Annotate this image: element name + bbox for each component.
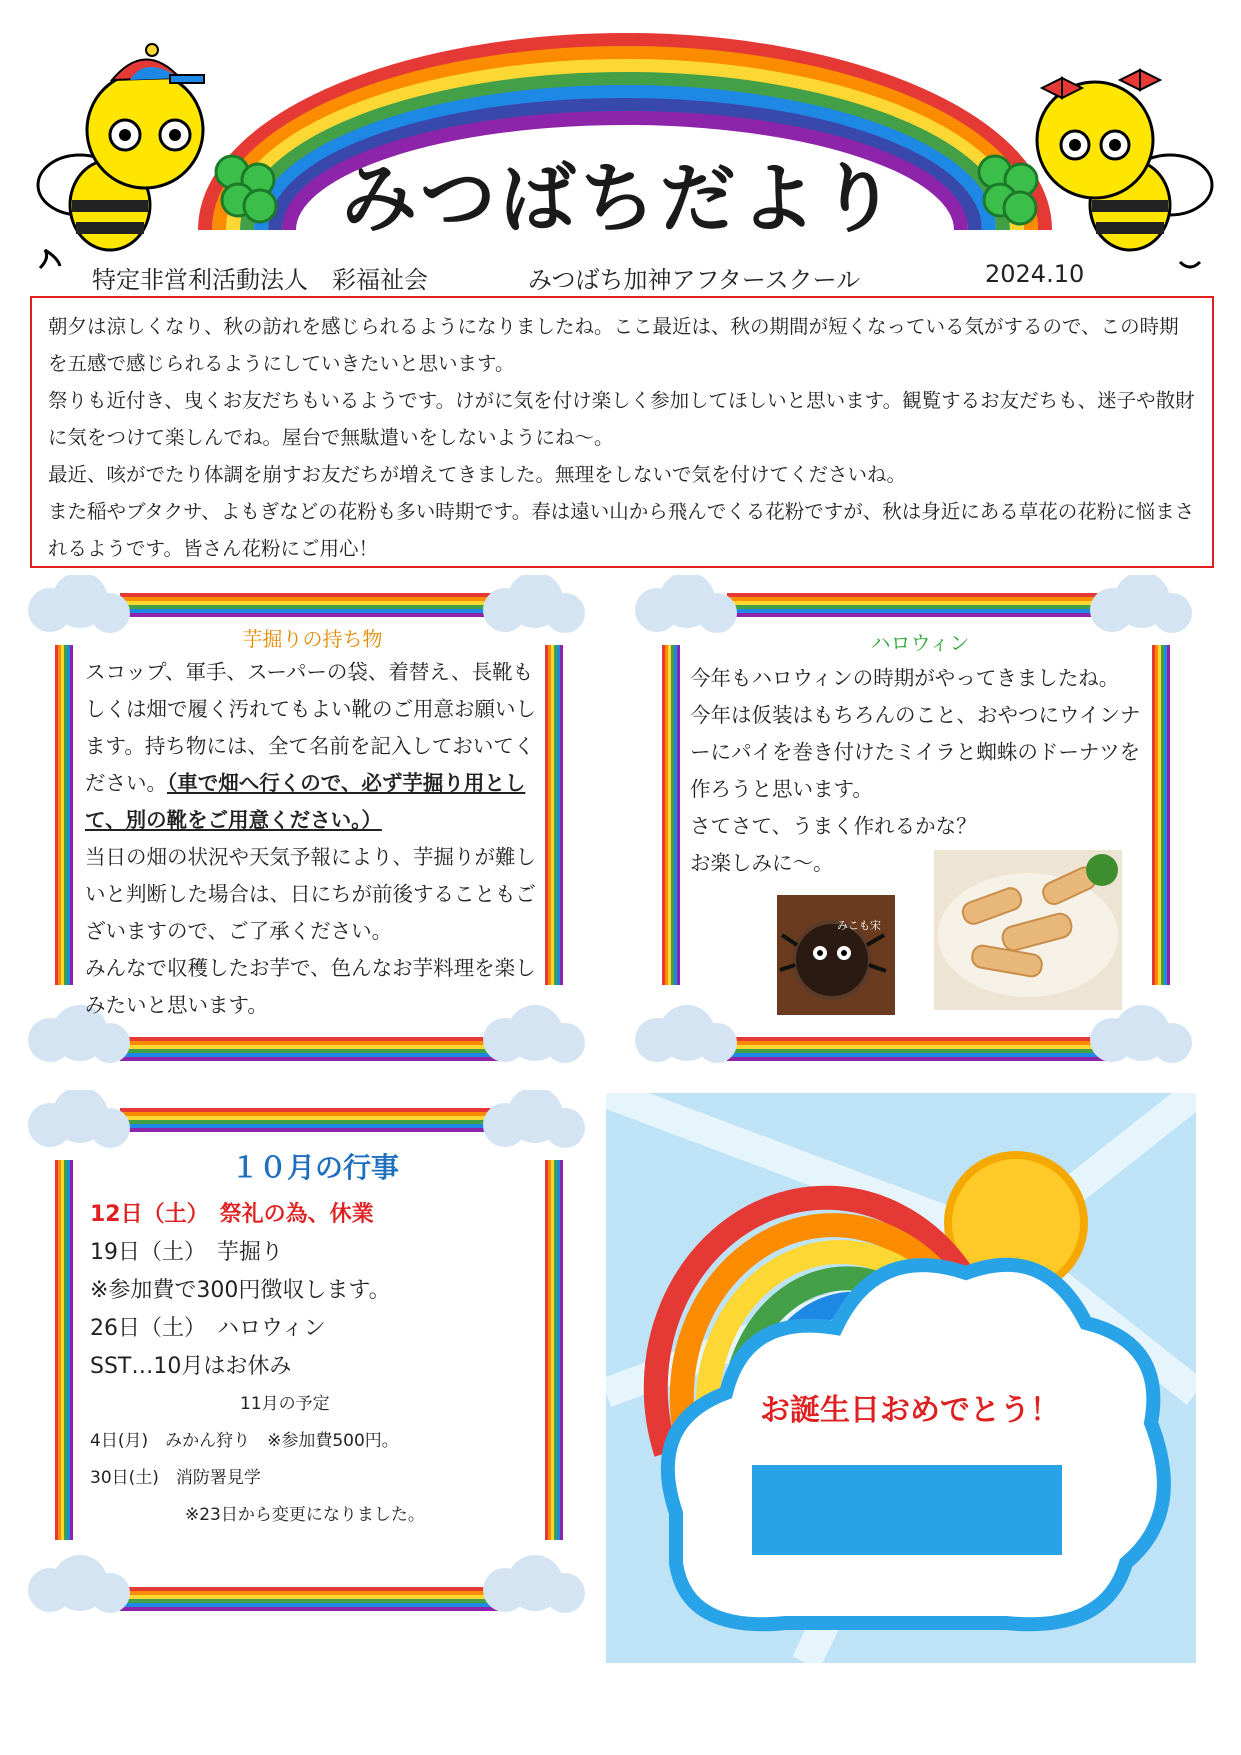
halloween-line: さてさて、うまく作れるかな？	[690, 814, 977, 838]
imohori-box	[25, 575, 590, 1075]
november-title: 11月の予定	[240, 1394, 330, 1414]
event-item: 26日（土） ハロウィン	[90, 1316, 326, 1341]
greeting-paragraph: また稲やブタクサ、よもぎなどの花粉も多い時期です。春は遠い山から飛んでくる花粉ですが、秋は身近にある草花の花粉に悩まされるようです。皆さん花粉にご用心！	[48, 500, 1195, 560]
rainbow-bar-top	[120, 593, 505, 617]
greeting-box	[30, 296, 1214, 568]
halloween-line: 今年もハロウィンの時期がやってきましたね。	[690, 666, 1120, 690]
november-item: ※23日から変更になりました。	[185, 1505, 425, 1525]
event-item: ※参加費で300円徴収します。	[90, 1278, 391, 1303]
org-name: 特定非営利活動法人 彩福祉会	[92, 266, 428, 294]
greeting-paragraph: 祭りも近付き、曳くお友だちもいるようです。けがに気を付け楽しく参加してほしいと思います。観覧するお友だちも、迷子や散財に気をつけて楽しんでね。屋台で無駄遣いをしないようにね〜。	[48, 389, 1195, 449]
spider-donut-photo	[777, 895, 895, 1015]
halloween-box	[632, 575, 1197, 1075]
imohori-text: スコップ、軍手、スーパーの袋、着替え、長靴もしくは畑で履く汚れてもよい靴のご用意お願いします。持ち物には、全て名前を記入しておいてください。	[85, 660, 536, 795]
imohori-text: みんなで収穫したお芋で、色んなお芋料理を楽しみたいと思います。	[85, 956, 536, 1017]
rainbow-bar-left	[662, 645, 680, 985]
rainbow-bar-bottom	[727, 1037, 1112, 1061]
rainbow-bar-top	[727, 593, 1112, 617]
rainbow-bar-right	[1152, 645, 1170, 985]
imohori-emphasis: （車で畑へ行くので、必ず芋掘り用として、別の靴をご用意ください。）	[85, 771, 526, 832]
halloween-title: ハロウィン	[870, 631, 970, 655]
imohori-text: 当日の畑の状況や天気予報により、芋掘りが難しいと判断した場合は、日にちが前後することもございますので、ご了承ください。	[85, 845, 536, 943]
event-item: 12日（土） 祭礼の為、休業	[90, 1202, 374, 1227]
issue-date: 2024.10	[985, 260, 1085, 288]
rainbow-bar-bottom	[120, 1037, 505, 1061]
halloween-line: お楽しみに〜。	[690, 851, 834, 875]
rainbow-bar-top	[120, 1108, 505, 1132]
rainbow-bar-left	[55, 1160, 73, 1540]
rainbow-bar-left	[55, 645, 73, 985]
rainbow-bar-right	[545, 645, 563, 985]
birthday-name-placeholder	[752, 1465, 1062, 1555]
events-box	[25, 1090, 590, 1625]
halloween-line: 今年は仮装はもちろんのこと、おやつにウインナーにパイを巻き付けたミイラと蜘蛛のドーナツを作ろうと思います。	[690, 703, 1141, 801]
school-name: みつばち加神アフタースクール	[528, 266, 861, 294]
newsletter-title: みつばちだより	[341, 154, 900, 243]
events-title: １０月の行事	[230, 1151, 399, 1184]
rainbow-bar-bottom	[120, 1587, 505, 1611]
event-item: SST…10月はお休み	[90, 1354, 292, 1379]
birthday-message: お誕生日おめでとう！	[760, 1393, 1060, 1428]
greeting-paragraph: 最近、咳がでたり体調を崩すお友だちが増えてきました。無理をしないで気を付けてくださいね。	[48, 463, 907, 486]
donut-label: みこも宋	[837, 919, 881, 932]
imohori-title: 芋掘りの持ち物	[242, 627, 383, 651]
event-item: 19日（土） 芋掘り	[90, 1240, 283, 1265]
greeting-paragraph: 朝夕は涼しくなり、秋の訪れを感じられるようになりましたね。ここ最近は、秋の期間が短くなっている気がするので、この時期を五感で感じられるようにしていきたいと思います。	[48, 315, 1179, 375]
birthday-illustration	[606, 1093, 1196, 1663]
november-item: 4日(月) みかん狩り ※参加費500円。	[90, 1431, 399, 1451]
rainbow-bar-right	[545, 1160, 563, 1540]
november-item: 30日(土) 消防署見学	[90, 1468, 261, 1488]
